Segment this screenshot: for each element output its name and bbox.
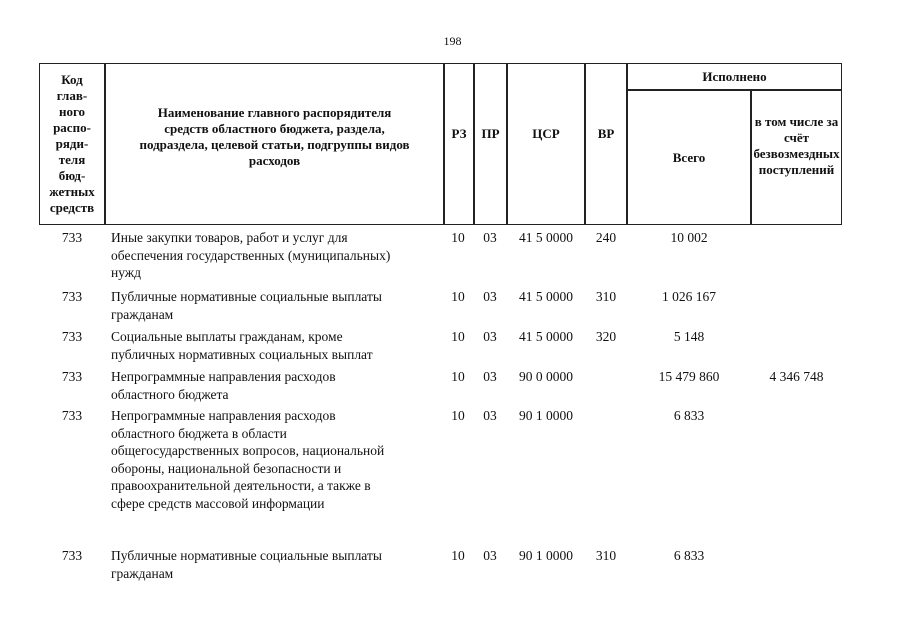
cell-rz: 10 xyxy=(451,289,465,304)
cell-total: 5 148 xyxy=(673,329,705,344)
header-vr: ВР xyxy=(597,126,615,141)
cell-pr: 03 xyxy=(483,289,497,304)
cell-name-line: общегосударственных вопросов, национальной xyxy=(111,443,385,458)
cell-csr: 41 5 0000 xyxy=(519,289,573,304)
header-free-line: безвозмездных xyxy=(753,145,840,161)
header-name-line: расходов xyxy=(248,153,301,168)
cell-name-line: областного бюджета в области xyxy=(111,425,287,441)
cell-code: 733 xyxy=(61,369,83,384)
cell-csr: 41 5 0000 xyxy=(519,230,573,245)
cell-rz: 10 xyxy=(451,408,465,423)
cell-name-line: гражданам xyxy=(111,565,174,581)
header-free-line: поступлений xyxy=(758,161,835,177)
cell-code: 733 xyxy=(61,329,83,344)
page-number: 198 xyxy=(443,34,462,48)
cell-total: 6 833 xyxy=(673,408,705,423)
cell-name xyxy=(111,229,441,282)
header-free xyxy=(752,91,841,224)
cell-free: 4 346 748 xyxy=(769,369,824,384)
cell-name xyxy=(111,547,441,582)
header-name xyxy=(106,64,443,224)
cell-name-line: Публичные нормативные социальные выплаты xyxy=(111,548,382,563)
cell-total: 6 833 xyxy=(673,548,705,563)
cell-vr: 240 xyxy=(595,230,617,245)
cell-name-line: сфере средств массовой информации xyxy=(111,495,325,511)
cell-name-line: правоохранительной деятельности, а также в xyxy=(111,478,371,493)
cell-csr: 41 5 0000 xyxy=(519,329,573,344)
header-total: Всего xyxy=(672,149,706,165)
header-rz: РЗ xyxy=(451,126,467,141)
header-name-line: средств областного бюджета, раздела, xyxy=(164,121,385,136)
header-code-line: ного xyxy=(58,104,86,119)
cell-code: 733 xyxy=(61,548,83,563)
cell-code: 733 xyxy=(61,289,83,304)
header-code-line: Код xyxy=(61,72,83,87)
cell-rz: 10 xyxy=(451,230,465,245)
cell-vr: 320 xyxy=(595,329,617,344)
header-csr: ЦСР xyxy=(532,126,560,141)
cell-code: 733 xyxy=(61,408,83,423)
cell-name-line: обороны, национальной безопасности и xyxy=(111,460,342,476)
header-code-line: бюд- xyxy=(58,168,86,183)
cell-name-line: Публичные нормативные социальные выплаты xyxy=(111,289,382,304)
header-executed: Исполнено xyxy=(702,68,767,84)
header-code-line: теля xyxy=(58,152,86,167)
cell-total: 1 026 167 xyxy=(662,289,716,304)
header-pr: ПР xyxy=(481,126,500,141)
header-code-line: жетных xyxy=(49,184,95,199)
cell-name xyxy=(111,368,441,403)
cell-name-line: обеспечения государственных (муниципальных) xyxy=(111,247,391,263)
cell-pr: 03 xyxy=(483,329,497,344)
header-name-line: подраздела, целевой статьи, подгруппы видов xyxy=(139,137,410,152)
header-name-line: Наименование главного распорядителя xyxy=(157,105,392,120)
cell-pr: 03 xyxy=(483,369,497,384)
header-code xyxy=(40,64,104,224)
cell-csr: 90 1 0000 xyxy=(519,548,573,563)
header-free-line: в том числе за xyxy=(754,113,839,129)
cell-csr: 90 1 0000 xyxy=(519,408,573,423)
cell-rz: 10 xyxy=(451,548,465,563)
cell-vr: 310 xyxy=(595,289,617,304)
cell-name-line: Иные закупки товаров, работ и услуг для xyxy=(111,230,348,245)
cell-name-line: публичных нормативных социальных выплат xyxy=(111,346,373,362)
cell-rz: 10 xyxy=(451,369,465,384)
header-code-line: распо- xyxy=(53,120,91,135)
header-free-line: счёт xyxy=(784,129,809,145)
cell-pr: 03 xyxy=(483,408,497,423)
cell-total: 10 002 xyxy=(670,230,708,245)
cell-total: 15 479 860 xyxy=(658,369,720,384)
cell-csr: 90 0 0000 xyxy=(519,369,573,384)
cell-name-line: Непрограммные направления расходов xyxy=(111,369,336,384)
cell-name-line: Социальные выплаты гражданам, кроме xyxy=(111,329,343,344)
cell-code: 733 xyxy=(61,230,83,245)
cell-pr: 03 xyxy=(483,230,497,245)
cell-pr: 03 xyxy=(483,548,497,563)
cell-rz: 10 xyxy=(451,329,465,344)
cell-name xyxy=(111,328,441,363)
cell-name-line: нужд xyxy=(111,265,141,280)
header-code-line: ряди- xyxy=(55,136,89,151)
header-code-line: глав- xyxy=(56,88,88,103)
cell-name-line: областного бюджета xyxy=(111,386,229,402)
cell-name xyxy=(111,288,441,323)
table-header xyxy=(39,63,842,225)
cell-name-line: гражданам xyxy=(111,306,174,322)
header-code-line: средств xyxy=(49,200,95,215)
cell-name-line: Непрограммные направления расходов xyxy=(111,408,336,423)
cell-vr: 310 xyxy=(595,548,617,563)
cell-name xyxy=(111,407,441,512)
